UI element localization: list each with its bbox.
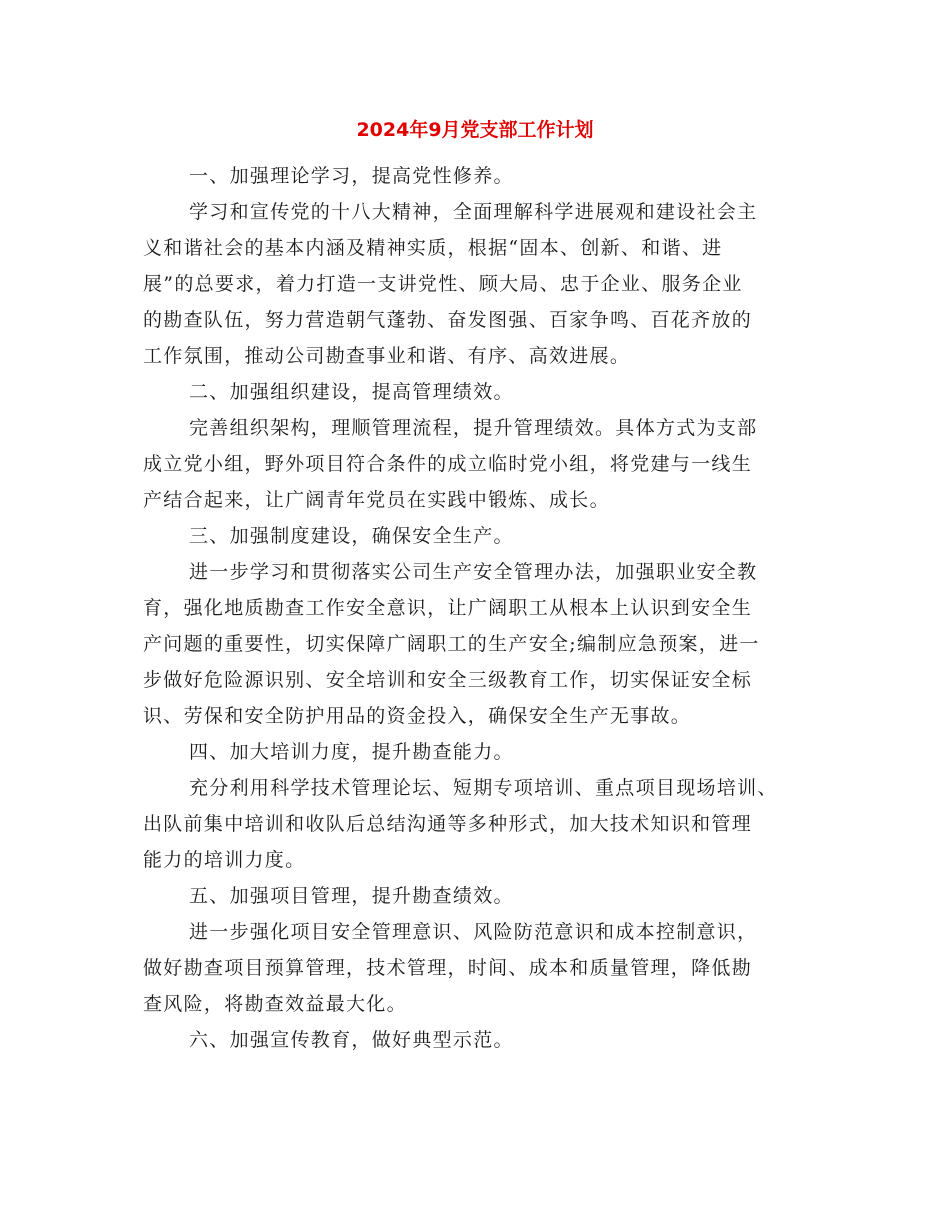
text-line: 出队前集中培训和收队后总结沟通等多种形式，加大技术知识和管理 bbox=[143, 813, 753, 835]
text-line: 完善组织架构，理顺管理流程，提升管理绩效。具体方式为支部 bbox=[189, 417, 758, 439]
document-body bbox=[143, 158, 823, 1058]
text-line: 步做好危险源识别、安全培训和安全三级教育工作，切实保证安全标 bbox=[143, 669, 753, 691]
text-line: 产问题的重要性，切实保障广阔职工的生产安全;编制应急预案，进一 bbox=[143, 633, 760, 655]
text-line: 工作氛围，推动公司勘查事业和谐、有序、高效进展。 bbox=[143, 345, 631, 367]
text-line: 成立党小组，野外项目符合条件的成立临时党小组，将党建与一线生 bbox=[143, 453, 753, 475]
text-line: 进一步学习和贯彻落实公司生产安全管理办法，加强职业安全教 bbox=[189, 561, 758, 583]
text-line: 六、加强宣传教育，做好典型示范。 bbox=[189, 1029, 514, 1051]
text-line: 学习和宣传党的十八大精神，全面理解科学进展观和建设社会主 bbox=[189, 201, 758, 223]
text-line: 进一步强化项目安全管理意识、风险防范意识和成本控制意识， bbox=[189, 921, 758, 943]
text-line: 的勘查队伍，努力营造朝气蓬勃、奋发图强、百家争鸣、百花齐放的 bbox=[143, 309, 753, 331]
text-line: 育，强化地质勘查工作安全意识，让广阔职工从根本上认识到安全生 bbox=[143, 597, 753, 619]
text-line: 义和谐社会的基本内涵及精神实质，根据“固本、创新、和谐、进 bbox=[143, 237, 723, 259]
text-line: 产结合起来，让广阔青年党员在实践中锻炼、成长。 bbox=[143, 489, 610, 511]
text-line: 做好勘查项目预算管理，技术管理，时间、成本和质量管理，降低勘 bbox=[143, 957, 753, 979]
text-line: 二、加强组织建设，提高管理绩效。 bbox=[189, 381, 514, 403]
text-line: 五、加强项目管理，提升勘查绩效。 bbox=[189, 885, 514, 907]
text-line: 一、加强理论学习，提高党性修养。 bbox=[189, 165, 514, 187]
text-line: 能力的培训力度。 bbox=[143, 849, 306, 871]
text-line: 充分利用科学技术管理论坛、短期专项培训、重点项目现场培训、 bbox=[189, 777, 778, 799]
document-title: 2024年9月党支部工作计划 bbox=[356, 119, 594, 141]
text-line: 识、劳保和安全防护用品的资金投入，确保安全生产无事故。 bbox=[143, 705, 692, 727]
text-line: 展”的总要求，着力打造一支讲党性、顾大局、忠于企业、服务企业 bbox=[143, 273, 743, 295]
text-line: 三、加强制度建设，确保安全生产。 bbox=[189, 525, 514, 547]
text-line: 查风险，将勘查效益最大化。 bbox=[143, 993, 407, 1015]
text-line: 四、加大培训力度，提升勘查能力。 bbox=[189, 741, 514, 763]
